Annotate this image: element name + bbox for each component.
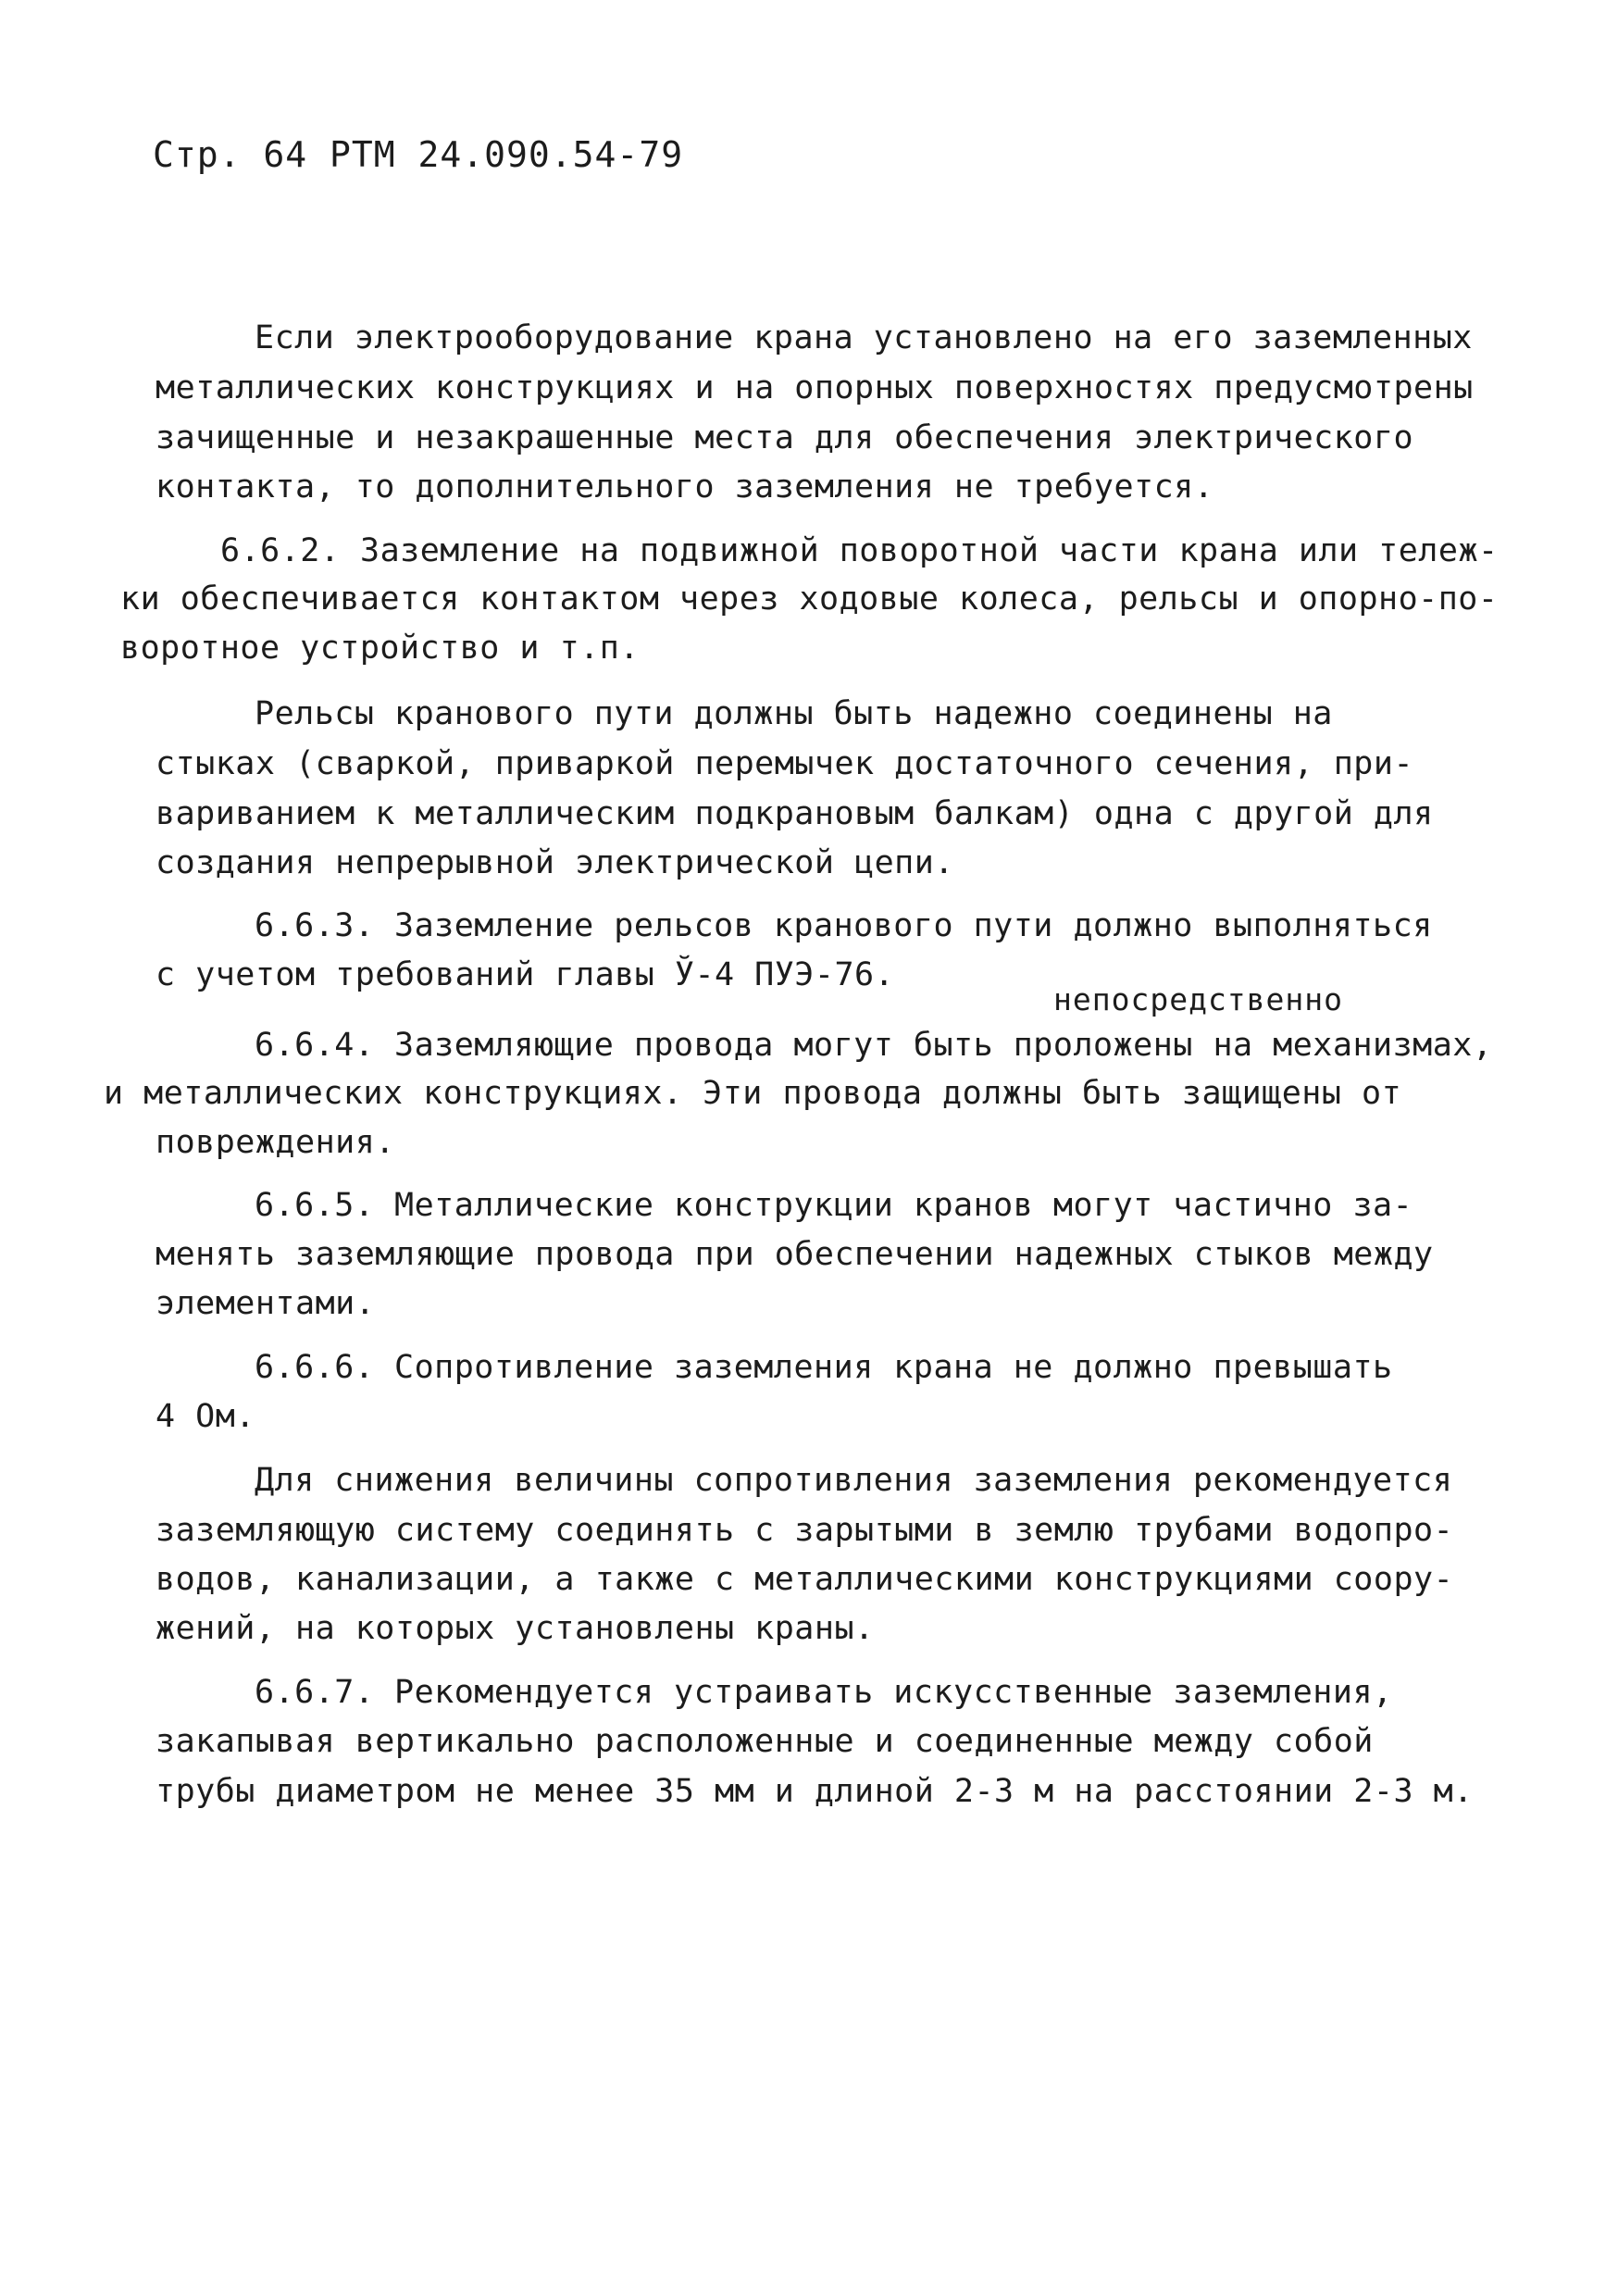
text-line: зачищенные и незакрашенные места для обеспечения электрического	[156, 419, 1414, 456]
text-line: водов, канализации, а также с металлическими конструкциями соору-	[156, 1561, 1454, 1598]
text-line: вариванием к металлическим подкрановым балкам) одна с другой для	[156, 795, 1434, 832]
text-line: 6.6.7. Рекомендуется устраивать искусственные заземления,	[255, 1674, 1393, 1711]
text-line: закапывая вертикально расположенные и соединенные между собой	[156, 1723, 1374, 1760]
text-line: повреждения.	[156, 1124, 395, 1161]
text-line: Рельсы кранового пути должны быть надежно соединены на	[255, 695, 1333, 732]
text-line: элементами.	[156, 1285, 376, 1322]
text-line: Для снижения величины сопротивления заземления рекомендуется	[255, 1462, 1453, 1499]
text-line: 6.6.3. Заземление рельсов кранового пути должно выполняться	[255, 907, 1433, 944]
text-line: 6.6.2. Заземление на подвижной поворотной части крана или тележ-	[220, 532, 1499, 569]
text-line: 6.6.5. Металлические конструкции кранов могут частично за-	[255, 1187, 1413, 1224]
text-line: контакта, то дополнительного заземления не требуется.	[156, 468, 1214, 505]
text-line: 6.6.4. Заземляющие провода могут быть проложены на механизмах,	[255, 1027, 1493, 1064]
text-line: заземляющую систему соединять с зарытыми в землю трубами водопро-	[156, 1512, 1454, 1549]
page-header: Стр. 64 РТМ 24.090.54-79	[153, 134, 684, 175]
text-line: 6.6.6. Сопротивление заземления крана не должно превышать	[255, 1349, 1393, 1386]
text-line: стыках (сваркой, приваркой перемычек достаточного сечения, при-	[156, 745, 1414, 782]
text-line: Если электрооборудование крана установлено на его заземленных	[255, 319, 1473, 356]
text-line: создания непрерывной электрической цепи.	[156, 844, 954, 881]
text-line: ки обеспечивается контактом через ходовые колеса, рельсы и опорно-по-	[120, 580, 1499, 618]
text-line: с учетом требований главы Ў-4 ПУЭ-76.	[156, 956, 895, 993]
text-line: воротное устройство и т.п.	[120, 630, 640, 667]
inserted-word: непосредственно	[1053, 981, 1344, 1017]
text-line: металлических конструкциях и на опорных поверхностях предусмотрены	[156, 369, 1474, 406]
text-line: менять заземляющие провода при обеспечении надежных стыков между	[156, 1236, 1434, 1273]
text-line: трубы диаметром не менее 35 мм и длиной 2-3 м на расстоянии 2-3 м.	[156, 1773, 1474, 1810]
text-line: 4 Ом.	[156, 1398, 255, 1435]
text-line: и металлических конструкциях. Эти провода должны быть защищены от	[104, 1075, 1402, 1112]
text-line: жений, на которых установлены краны.	[156, 1610, 875, 1647]
